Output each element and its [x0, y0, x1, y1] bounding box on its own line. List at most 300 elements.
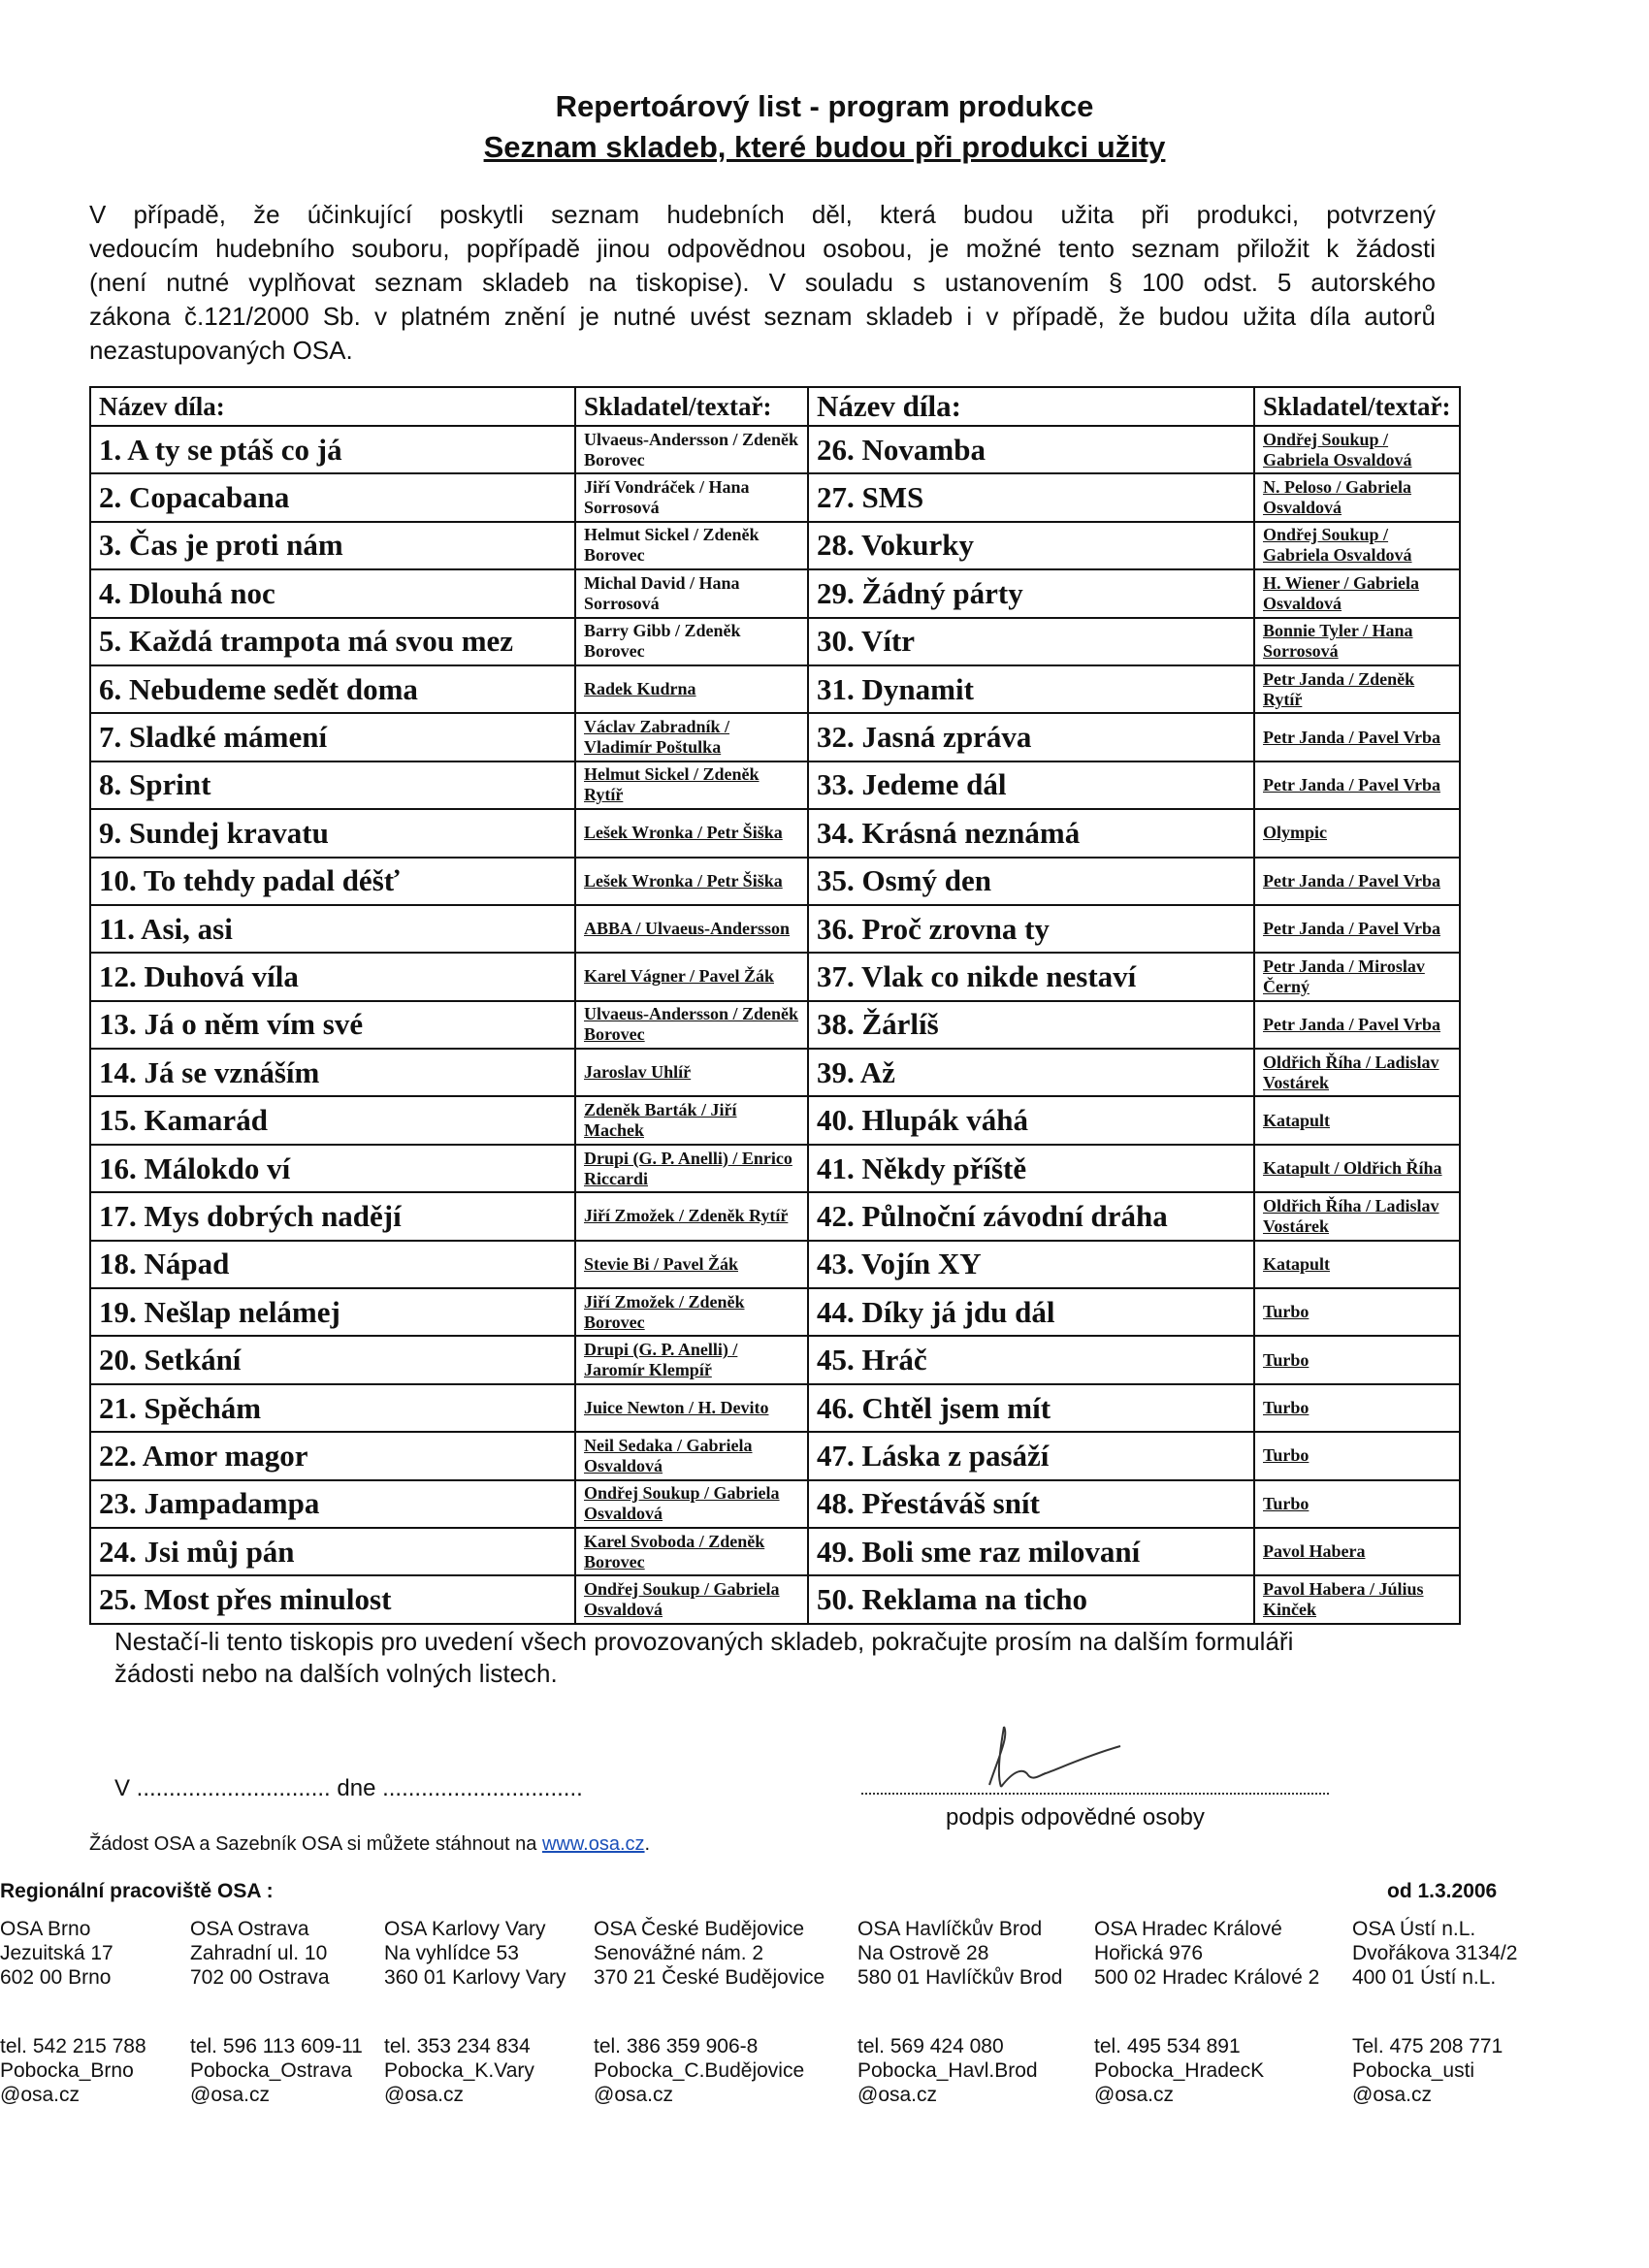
song-title: Hlupák váhá — [861, 1103, 1028, 1138]
song-author: Turbo — [1263, 1302, 1310, 1322]
office-contact-line: tel. 596 113 609-11 — [190, 2035, 363, 2057]
song-author-cell — [575, 1336, 808, 1383]
song-title-cell — [808, 1145, 1254, 1192]
song-number: 40. — [817, 1103, 855, 1138]
song-title-cell — [90, 1001, 575, 1049]
song-number: 8. — [99, 767, 122, 802]
office-contact-line: Pobocka_K.Vary — [384, 2059, 534, 2082]
song-author-cell — [575, 1049, 808, 1096]
office-address-line: Hořická 976 — [1094, 1942, 1204, 1964]
song-title-cell — [90, 1528, 575, 1575]
song-author: Ulvaeus-Andersson / Zdeněk Borovec — [584, 1004, 799, 1045]
song-title-cell — [808, 1528, 1254, 1575]
song-author-cell — [1254, 953, 1460, 1000]
song-title-cell — [808, 1049, 1254, 1096]
regional-date: od 1.3.2006 — [1387, 1880, 1498, 1902]
song-number: 31. — [817, 671, 855, 706]
song-author: Helmut Sickel / Zdeněk Borovec — [584, 525, 760, 566]
song-author-cell — [575, 713, 808, 761]
song-title-cell — [90, 1049, 575, 1096]
office-contact-line: @osa.cz — [384, 2084, 465, 2106]
song-author: Turbo — [1263, 1493, 1310, 1513]
song-title-cell — [90, 1096, 575, 1144]
song-author: Katapult / Oldřich Říha — [1263, 1158, 1442, 1179]
song-author-cell — [575, 1384, 808, 1432]
office-contact-line: Pobocka_HradecK — [1094, 2059, 1265, 2082]
song-author: Oldřich Říha / Ladislav Vostárek — [1263, 1052, 1439, 1092]
song-author: Václav Zabradník / Vladimír Poštulka — [584, 717, 730, 758]
col-author-header: Skladatel/textař: — [575, 387, 808, 426]
song-author-cell — [575, 1001, 808, 1049]
song-title-cell — [808, 522, 1254, 569]
song-number: 20. — [99, 1343, 137, 1377]
song-author-cell — [575, 1528, 808, 1575]
song-title: Boli sme raz milovaní — [861, 1534, 1141, 1569]
song-author: Karel Vágner / Pavel Žák — [584, 966, 774, 987]
song-author: Petr Janda / Miroslav Černý — [1263, 956, 1425, 996]
song-author-cell — [575, 905, 808, 953]
song-author-cell — [1254, 1432, 1460, 1479]
song-author: Barry Gibb / Zdeněk Borovec — [584, 621, 741, 662]
office-address-line: Na Ostrově 28 — [857, 1942, 989, 1964]
song-author: Katapult — [1263, 1110, 1331, 1130]
table-row — [90, 665, 1460, 713]
office-address-line: OSA Ústí n.L. — [1352, 1918, 1476, 1940]
intro-line: V případě, že účinkující poskytli seznam hudebních děl, která budou užita při produkci, potvrzený — [89, 200, 1436, 229]
table-row — [90, 618, 1460, 665]
song-author-cell — [1254, 1528, 1460, 1575]
table-row — [90, 761, 1460, 809]
song-number: 17. — [99, 1198, 137, 1233]
song-author-cell — [1254, 713, 1460, 761]
song-author: Ondřej Soukup / Gabriela Osvaldová — [584, 1579, 780, 1620]
page-subtitle: Seznam skladeb, které budou při produkci užity — [483, 130, 1166, 164]
office-address-line: OSA Ostrava — [190, 1918, 309, 1940]
song-author-cell — [575, 1241, 808, 1288]
song-author-cell — [575, 569, 808, 617]
song-author: Turbo — [1263, 1398, 1310, 1417]
table-row — [90, 1575, 1460, 1623]
office-address-line: 602 00 Brno — [0, 1966, 112, 1989]
song-author-cell — [1254, 1145, 1460, 1192]
song-title: Kamarád — [144, 1103, 268, 1138]
song-number: 43. — [817, 1247, 855, 1281]
office-address-line: OSA Karlovy Vary — [384, 1918, 546, 1940]
song-author-cell — [575, 1480, 808, 1528]
song-author: Petr Janda / Pavel Vrba — [1263, 1014, 1440, 1034]
office-contact-line: @osa.cz — [0, 2084, 81, 2106]
intro-line: vedoucím hudebního souboru, popřípadě jinou odpovědnou osobou, je možné tento seznam přiložit k žádosti — [89, 234, 1436, 263]
song-title: Most přes minulost — [144, 1582, 392, 1617]
song-title-cell — [808, 618, 1254, 665]
song-number: 21. — [99, 1390, 137, 1425]
song-title: Duhová víla — [144, 958, 299, 993]
song-title: Jsi můj pán — [144, 1534, 295, 1569]
song-title-cell — [808, 761, 1254, 809]
song-title-cell — [90, 1575, 575, 1623]
song-author: Ulvaeus-Andersson / Zdeněk Borovec — [584, 429, 799, 470]
song-number: 10. — [99, 863, 137, 898]
song-title: Novamba — [861, 432, 986, 467]
table-row — [90, 1336, 1460, 1383]
song-title-cell — [90, 1480, 575, 1528]
song-title: Nápad — [144, 1247, 230, 1281]
office-address-line: 400 01 Ústí n.L. — [1352, 1966, 1497, 1989]
song-number: 18. — [99, 1247, 137, 1281]
song-author: Zdeněk Barták / Jiří Machek — [584, 1100, 737, 1141]
song-author: Drupi (G. P. Anelli) / Jaromír Klempíř — [584, 1340, 738, 1380]
song-author-cell — [1254, 858, 1460, 905]
song-title-cell — [808, 569, 1254, 617]
song-number: 25. — [99, 1582, 137, 1617]
song-author: Stevie Bi / Pavel Žák — [584, 1253, 738, 1274]
song-author: Lešek Wronka / Petr Šiška — [584, 870, 783, 891]
song-title: Copacabana — [129, 480, 290, 515]
office-column — [857, 1917, 1062, 2107]
song-title-cell — [90, 905, 575, 953]
song-author: Olympic — [1263, 823, 1327, 843]
song-title: Mys dobrých nadějí — [144, 1198, 402, 1233]
song-title: Až — [859, 1054, 895, 1089]
song-title-cell — [90, 809, 575, 857]
song-title: Krásná neznámá — [861, 815, 1081, 850]
song-number: 6. — [99, 671, 122, 706]
song-title-cell — [808, 1288, 1254, 1336]
song-number: 22. — [99, 1438, 137, 1473]
table-row — [90, 522, 1460, 569]
office-address-line: Jezuitská 17 — [0, 1942, 113, 1964]
song-author-cell — [575, 1432, 808, 1479]
song-title: Každá trampota má svou mez — [129, 624, 514, 659]
song-author-cell — [575, 1575, 808, 1623]
table-row — [90, 1001, 1460, 1049]
song-title: Žárlíš — [861, 1007, 939, 1042]
song-number: 15. — [99, 1103, 137, 1138]
table-row — [90, 1432, 1460, 1479]
song-author-cell — [1254, 1575, 1460, 1623]
office-contact-line: @osa.cz — [594, 2084, 674, 2106]
song-author-cell — [1254, 1336, 1460, 1383]
song-title-cell — [808, 1432, 1254, 1479]
song-title: Asi, asi — [141, 911, 233, 946]
song-title-cell — [808, 1001, 1254, 1049]
office-contact-line: Tel. 475 208 771 — [1352, 2035, 1504, 2057]
office-contact-line: tel. 386 359 906-8 — [594, 2035, 759, 2057]
song-author-cell — [1254, 761, 1460, 809]
office-contact-line: @osa.cz — [190, 2084, 271, 2106]
table-row — [90, 1096, 1460, 1144]
table-row — [90, 426, 1460, 473]
office-address-line: OSA Havlíčkův Brod — [857, 1918, 1043, 1940]
song-title: Díky já jdu dál — [861, 1294, 1055, 1329]
song-title-cell — [90, 1432, 575, 1479]
song-author: Petr Janda / Pavel Vrba — [1263, 919, 1440, 939]
song-number: 23. — [99, 1486, 137, 1521]
song-title-cell — [90, 1241, 575, 1288]
office-address-line: 370 21 České Budějovice — [594, 1966, 825, 1989]
office-address-line: Senovážné nám. 2 — [594, 1942, 764, 1964]
office-contact-line: tel. 495 534 891 — [1094, 2035, 1241, 2057]
song-title: Nešlap nelámej — [144, 1294, 340, 1329]
song-author-cell — [1254, 1001, 1460, 1049]
song-title: Osmý den — [861, 863, 991, 898]
song-title-cell — [90, 713, 575, 761]
song-number: 9. — [99, 815, 122, 850]
notice-text — [114, 1626, 1293, 1690]
intro-paragraph — [89, 198, 1436, 368]
song-title: Amor magor — [142, 1438, 308, 1473]
song-title-cell — [90, 1192, 575, 1240]
song-author-cell — [575, 1192, 808, 1240]
signature-line[interactable] — [861, 1781, 1329, 1795]
col-title-header: Název díla: — [90, 387, 575, 426]
song-author-cell — [1254, 426, 1460, 473]
song-author: Oldřich Říha / Ladislav Vostárek — [1263, 1195, 1439, 1236]
song-title-cell — [808, 1336, 1254, 1383]
song-author: Petr Janda / Pavel Vrba — [1263, 774, 1440, 794]
office-column — [594, 1917, 824, 2107]
song-title: Setkání — [144, 1343, 242, 1377]
song-title: Přestáváš snít — [861, 1486, 1040, 1521]
song-number: 37. — [817, 958, 855, 993]
office-address-line: OSA České Budějovice — [594, 1918, 805, 1940]
table-row — [90, 1049, 1460, 1096]
song-number: 24. — [99, 1534, 137, 1569]
office-address-line: 500 02 Hradec Králové 2 — [1094, 1966, 1320, 1989]
song-author-cell — [1254, 473, 1460, 521]
intro-line: (není nutné vyplňovat seznam skladeb na tiskopise). V souladu s ustanovením § 100 odst. 5 autorského — [89, 268, 1436, 297]
table-row — [90, 1384, 1460, 1432]
song-title: A ty se ptáš co já — [127, 432, 342, 467]
office-column — [190, 1917, 363, 2107]
song-number: 11. — [99, 911, 136, 946]
office-contact-line: Pobocka_usti — [1352, 2059, 1475, 2082]
intro-line: zákona č.121/2000 Sb. v platném znění je nutné uvést seznam skladeb i v případě, že budou užita díla autorů — [89, 302, 1436, 331]
song-author-cell — [575, 1145, 808, 1192]
song-author: Karel Svoboda / Zdeněk Borovec — [584, 1531, 765, 1571]
song-number: 30. — [817, 624, 855, 659]
song-author: Neil Sedaka / Gabriela Osvaldová — [584, 1435, 753, 1475]
repertoire-table — [89, 386, 1461, 1625]
song-title: Sundej kravatu — [129, 815, 329, 850]
song-author: Jaroslav Uhlíř — [584, 1062, 692, 1083]
song-title: Vítr — [860, 624, 916, 659]
table-row — [90, 809, 1460, 857]
song-title-cell — [808, 905, 1254, 953]
song-title: Proč zrovna ty — [861, 911, 1050, 946]
song-title: Dynamit — [861, 671, 974, 706]
song-title: Čas je proti nám — [129, 528, 343, 563]
office-address-line: Na vyhlídce 53 — [384, 1942, 519, 1964]
song-number: 34. — [817, 815, 855, 850]
song-title-cell — [90, 1145, 575, 1192]
song-title: Nebudeme sedět doma — [129, 671, 418, 706]
song-author-cell — [575, 858, 808, 905]
song-title-cell — [808, 858, 1254, 905]
song-author: Jiří Zmožek / Zdeněk Rytíř — [584, 1206, 789, 1226]
office-address-line: 702 00 Ostrava — [190, 1966, 330, 1989]
signature-label: podpis odpovědné osoby — [946, 1804, 1205, 1831]
song-title-cell — [90, 522, 575, 569]
table-row — [90, 473, 1460, 521]
song-number: 28. — [817, 528, 855, 563]
regional-heading: Regionální pracoviště OSA : — [0, 1880, 274, 1902]
office-address-line: Dvořákova 3134/2 — [1352, 1942, 1518, 1964]
song-author-cell — [1254, 905, 1460, 953]
song-author-cell — [1254, 522, 1460, 569]
song-author: Turbo — [1263, 1445, 1310, 1466]
table-row — [90, 1288, 1460, 1336]
song-author-cell — [575, 618, 808, 665]
song-title: Málokdo ví — [144, 1150, 291, 1185]
song-author-cell — [1254, 1288, 1460, 1336]
song-number: 49. — [817, 1534, 855, 1569]
song-title: Hráč — [861, 1343, 927, 1377]
office-address-line: 360 01 Karlovy Vary — [384, 1966, 566, 1989]
table-row — [90, 569, 1460, 617]
song-title-cell — [90, 618, 575, 665]
song-author: N. Peloso / Gabriela Osvaldová — [1263, 477, 1411, 518]
song-number: 44. — [817, 1294, 855, 1329]
song-title: Jedeme dál — [861, 767, 1007, 802]
song-author: Jiří Vondráček / Hana Sorrosová — [584, 477, 750, 518]
song-number: 1. — [99, 432, 122, 467]
table-row — [90, 713, 1460, 761]
office-contact-line: Pobocka_Ostrava — [190, 2059, 352, 2082]
table-row — [90, 1241, 1460, 1288]
song-number: 16. — [99, 1150, 137, 1185]
song-title-cell — [90, 1336, 575, 1383]
song-title-cell — [808, 1096, 1254, 1144]
office-column — [1094, 1917, 1319, 2107]
song-number: 4. — [99, 575, 122, 610]
office-column — [384, 1917, 566, 2107]
song-title-cell — [90, 1288, 575, 1336]
osa-website-link[interactable]: www.osa.cz — [541, 1833, 645, 1855]
song-number: 14. — [99, 1054, 137, 1089]
office-column — [1352, 1917, 1517, 2107]
song-author: Petr Janda / Zdeněk Rytíř — [1263, 668, 1415, 709]
song-number: 38. — [817, 1007, 855, 1042]
office-address-line: Zahradní ul. 10 — [190, 1942, 328, 1964]
intro-line: nezastupovaných OSA. — [89, 336, 353, 365]
table-row — [90, 953, 1460, 1000]
song-author: Ondřej Soukup / Gabriela Osvaldová — [1263, 525, 1412, 566]
song-author: Michal David / Hana Sorrosová — [584, 572, 740, 613]
song-title-cell — [808, 473, 1254, 521]
office-contact-line: @osa.cz — [857, 2084, 938, 2106]
office-contact-line: tel. 542 215 788 — [0, 2035, 146, 2057]
song-author: Ondřej Soukup / Gabriela Osvaldová — [584, 1483, 780, 1524]
song-author-cell — [1254, 1480, 1460, 1528]
song-title-cell — [808, 1384, 1254, 1432]
song-title-cell — [808, 809, 1254, 857]
song-author-cell — [1254, 1192, 1460, 1240]
table-row — [90, 1192, 1460, 1240]
song-title: Vokurky — [860, 528, 974, 563]
song-title-cell — [90, 665, 575, 713]
song-author: ABBA / Ulvaeus-Andersson — [584, 919, 791, 939]
song-number: 26. — [817, 432, 855, 467]
song-number: 50. — [817, 1582, 855, 1617]
song-author: Lešek Wronka / Petr Šiška — [584, 823, 783, 843]
song-number: 47. — [817, 1438, 855, 1473]
song-author-cell — [575, 665, 808, 713]
place-date-line[interactable]: V .............................. dne ............................... — [114, 1775, 583, 1801]
song-author-cell — [575, 953, 808, 1000]
song-title-cell — [90, 569, 575, 617]
song-author-cell — [575, 473, 808, 521]
song-author-cell — [1254, 1049, 1460, 1096]
song-author: Petr Janda / Pavel Vrba — [1263, 870, 1440, 891]
office-contact-line: tel. 353 234 834 — [384, 2035, 531, 2057]
song-author: Helmut Sickel / Zdeněk Rytíř — [584, 764, 760, 805]
song-number: 12. — [99, 958, 137, 993]
song-number: 33. — [817, 767, 855, 802]
song-number: 35. — [817, 863, 855, 898]
song-number: 32. — [817, 720, 855, 755]
song-title: Vlak co nikde nestaví — [860, 958, 1137, 993]
song-title-cell — [90, 761, 575, 809]
song-title: Vojín XY — [860, 1247, 982, 1281]
office-contact-line: Pobocka_Havl.Brod — [857, 2059, 1038, 2082]
download-text: Žádost OSA a Sazebník OSA si můžete stáhnout na — [89, 1833, 537, 1855]
song-title-cell — [90, 858, 575, 905]
song-title-cell — [808, 1241, 1254, 1288]
song-title-cell — [808, 426, 1254, 473]
office-address-line: 580 01 Havlíčkův Brod — [857, 1966, 1063, 1989]
song-title: Sladké mámení — [129, 720, 328, 755]
song-author: H. Wiener / Gabriela Osvaldová — [1263, 572, 1419, 613]
song-title: Žádný párty — [861, 575, 1023, 610]
song-title-cell — [90, 1384, 575, 1432]
col-title-header: Název díla: — [808, 387, 1254, 426]
song-title: To tehdy padal déšť — [143, 863, 400, 898]
song-title-cell — [808, 1480, 1254, 1528]
song-author: Bonnie Tyler / Hana Sorrosová — [1263, 621, 1413, 662]
song-author: Juice Newton / H. Devito — [584, 1398, 769, 1417]
song-title: Já o něm vím své — [144, 1007, 364, 1042]
office-contact-line: tel. 569 424 080 — [857, 2035, 1004, 2057]
song-title-cell — [90, 473, 575, 521]
song-title-cell — [808, 953, 1254, 1000]
office-address-line: OSA Brno — [0, 1918, 91, 1940]
song-title: Chtěl jsem mít — [861, 1390, 1051, 1425]
office-contact-line: Pobocka_C.Budějovice — [594, 2059, 805, 2082]
song-author: Turbo — [1263, 1349, 1310, 1370]
song-title: Spěchám — [144, 1390, 262, 1425]
song-title-cell — [808, 665, 1254, 713]
song-title: Jasná zpráva — [861, 720, 1032, 755]
song-number: 48. — [817, 1486, 855, 1521]
song-author: Radek Kudrna — [584, 679, 696, 699]
table-row — [90, 1145, 1460, 1192]
song-author-cell — [1254, 809, 1460, 857]
song-title: Sprint — [129, 767, 211, 802]
office-contact-line: Pobocka_Brno — [0, 2059, 134, 2082]
song-author-cell — [575, 1096, 808, 1144]
song-title: Reklama na ticho — [861, 1582, 1087, 1617]
song-author-cell — [575, 426, 808, 473]
song-title-cell — [90, 953, 575, 1000]
song-title: Půlnoční závodní dráha — [861, 1198, 1168, 1233]
song-author-cell — [1254, 1241, 1460, 1288]
song-title: Jampadampa — [144, 1486, 320, 1521]
song-number: 5. — [99, 624, 122, 659]
song-number: 45. — [817, 1343, 855, 1377]
table-row — [90, 1528, 1460, 1575]
office-address-line: OSA Hradec Králové — [1094, 1918, 1282, 1940]
